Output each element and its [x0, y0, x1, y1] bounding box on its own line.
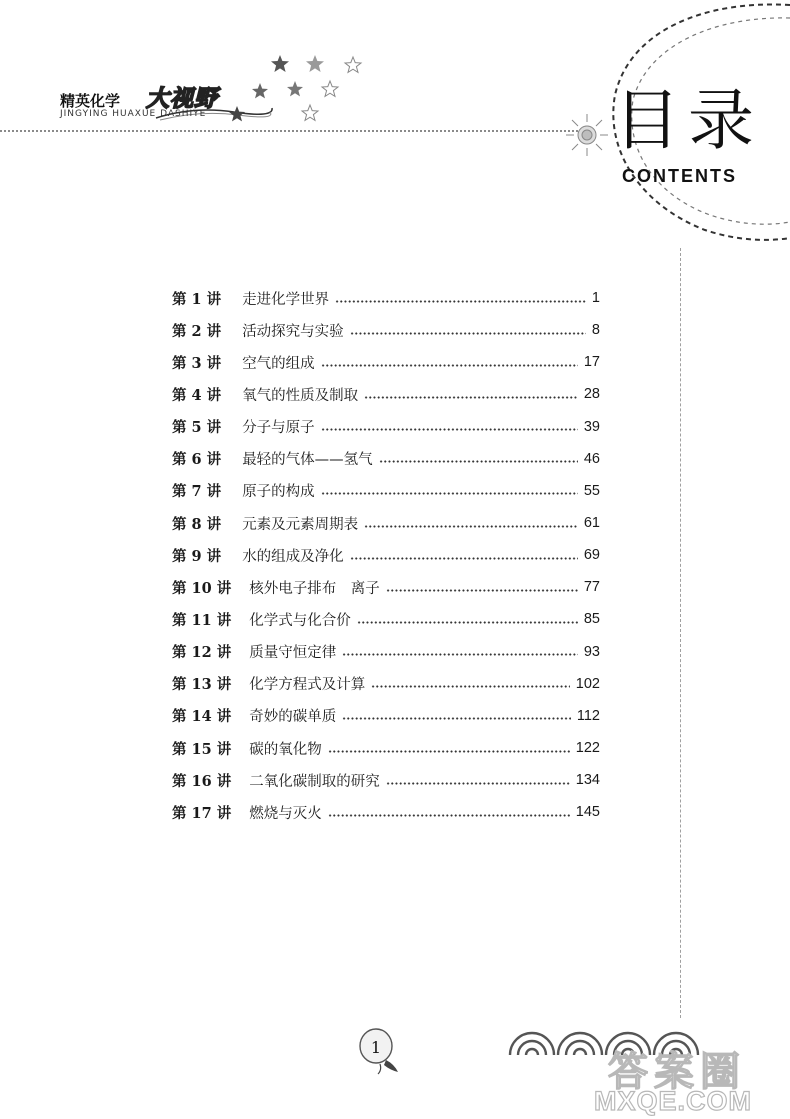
toc-dot-leader: [386, 589, 578, 592]
toc-entry: [172, 507, 600, 539]
toc-dot-leader: [342, 717, 571, 720]
toc-dot-leader: [321, 364, 578, 367]
toc-lesson-title: 空气的组成: [242, 355, 315, 372]
toc-lesson-title: 奇妙的碳单质: [249, 709, 337, 726]
brand-emblem-text: 大视野: [146, 85, 218, 112]
toc-lesson-title: 原子的构成: [242, 484, 315, 501]
toc-dot-leader: [335, 300, 586, 303]
toc-lesson-number: 第 5 讲: [172, 419, 222, 437]
toc-page-number: 8: [591, 322, 600, 339]
toc-page-number: 55: [583, 482, 600, 499]
toc-page-number: 93: [583, 643, 600, 660]
star-icon: [306, 55, 324, 72]
toc-dot-leader: [379, 460, 578, 463]
site-watermark: [588, 1040, 790, 1119]
toc-dot-leader: [386, 782, 570, 785]
toc-page-number: 77: [583, 579, 600, 596]
toc-page-number: 112: [576, 707, 600, 724]
toc-lesson-title: 氧气的性质及制取: [242, 387, 359, 404]
toc-dot-leader: [342, 653, 578, 656]
toc-lesson-title: 走进化学世界: [242, 291, 330, 308]
toc-lesson-title: 分子与原子: [242, 420, 315, 437]
toc-lesson-title: 最轻的气体——氢气: [242, 452, 373, 469]
toc-lesson-title: 二氧化碳制取的研究: [249, 773, 380, 790]
toc-page-number: 17: [583, 354, 600, 371]
toc-page-number: 85: [583, 611, 600, 628]
toc-dot-leader: [321, 428, 578, 431]
table-of-contents: [172, 282, 600, 828]
toc-entry: [172, 378, 600, 410]
toc-lesson-number: 第 17 讲: [172, 804, 232, 822]
toc-page-number: 61: [583, 515, 600, 532]
star-icon: [252, 83, 268, 98]
toc-lesson-number: 第 11 讲: [172, 611, 232, 629]
toc-lesson-number: 第 9 讲: [172, 547, 222, 565]
watermark-url: MXQE.COM: [594, 1086, 753, 1116]
brand-chinese-name: 精英化学: [60, 92, 121, 110]
page-title-english: CONTENTS: [622, 166, 737, 186]
toc-dot-leader: [371, 685, 570, 688]
toc-entry: [172, 282, 600, 314]
star-icon: [287, 81, 303, 96]
page-number: 1: [370, 1038, 382, 1057]
toc-page-number: 1: [591, 290, 600, 307]
toc-lesson-number: 第 4 讲: [172, 386, 222, 404]
toc-lesson-number: 第 6 讲: [172, 451, 222, 469]
star-icon: [229, 106, 245, 121]
toc-entry: [172, 764, 600, 796]
toc-lesson-title: 燃烧与灭火: [249, 805, 322, 822]
toc-entry: [172, 314, 600, 346]
toc-dot-leader: [350, 557, 578, 560]
toc-lesson-title: 碳的氧化物: [249, 741, 322, 758]
toc-entry: [172, 475, 600, 507]
side-dashed-rule: [680, 248, 681, 1018]
toc-lesson-number: 第 7 讲: [172, 483, 222, 501]
star-icon: [302, 105, 318, 120]
brand-english-name: JINGYING HUAXUE DASHIYE: [60, 109, 207, 119]
toc-lesson-title: 化学式与化合价: [249, 612, 351, 629]
toc-page-number: 39: [583, 418, 600, 435]
toc-lesson-title: 化学方程式及计算: [249, 677, 366, 694]
toc-page-number: 134: [575, 772, 600, 789]
toc-lesson-title: 核外电子排布 离子: [249, 580, 380, 597]
toc-lesson-title: 活动探究与实验: [242, 323, 344, 340]
toc-page-number: 28: [583, 386, 600, 403]
star-icon-cluster: [225, 55, 375, 125]
star-icon: [322, 81, 338, 96]
toc-lesson-number: 第 15 讲: [172, 740, 232, 758]
toc-lesson-number: 第 3 讲: [172, 354, 222, 372]
toc-dot-leader: [364, 396, 578, 399]
toc-entry: [172, 603, 600, 635]
toc-lesson-title: 元素及元素周期表: [242, 516, 359, 533]
toc-page-number: 46: [583, 450, 600, 467]
toc-lesson-number: 第 10 讲: [172, 579, 232, 597]
toc-entry: [172, 796, 600, 828]
watermark-chinese: 答案圈: [608, 1049, 746, 1095]
toc-lesson-number: 第 1 讲: [172, 290, 222, 308]
toc-lesson-number: 第 2 讲: [172, 322, 222, 340]
toc-lesson-number: 第 12 讲: [172, 644, 232, 662]
toc-dot-leader: [350, 332, 586, 335]
toc-dot-leader: [328, 750, 570, 753]
toc-lesson-title: 水的组成及净化: [242, 548, 344, 565]
toc-entry: [172, 668, 600, 700]
toc-dot-leader: [328, 814, 570, 817]
toc-lesson-number: 第 13 讲: [172, 676, 232, 694]
toc-lesson-number: 第 14 讲: [172, 708, 232, 726]
toc-entry: [172, 443, 600, 475]
page-number-badge: [358, 1022, 402, 1076]
toc-entry: [172, 539, 600, 571]
toc-entry: [172, 636, 600, 668]
header-dotted-rule: [0, 130, 590, 132]
star-icon: [345, 57, 361, 72]
toc-page-number: 69: [583, 547, 600, 564]
toc-lesson-number: 第 16 讲: [172, 772, 232, 790]
toc-lesson-number: 第 8 讲: [172, 515, 222, 533]
toc-entry: [172, 346, 600, 378]
toc-dot-leader: [321, 492, 578, 495]
brand-logo: [54, 82, 224, 122]
toc-entry: [172, 700, 600, 732]
toc-lesson-title: 质量守恒定律: [249, 645, 337, 662]
toc-page-number: 102: [575, 675, 600, 692]
star-icon: [271, 55, 289, 72]
page-title: 目录: [614, 82, 762, 159]
toc-entry: [172, 732, 600, 764]
toc-entry: [172, 411, 600, 443]
toc-dot-leader: [364, 525, 578, 528]
toc-dot-leader: [357, 621, 578, 624]
toc-page-number: 145: [575, 804, 600, 821]
toc-page-number: 122: [575, 740, 600, 757]
toc-entry: [172, 571, 600, 603]
